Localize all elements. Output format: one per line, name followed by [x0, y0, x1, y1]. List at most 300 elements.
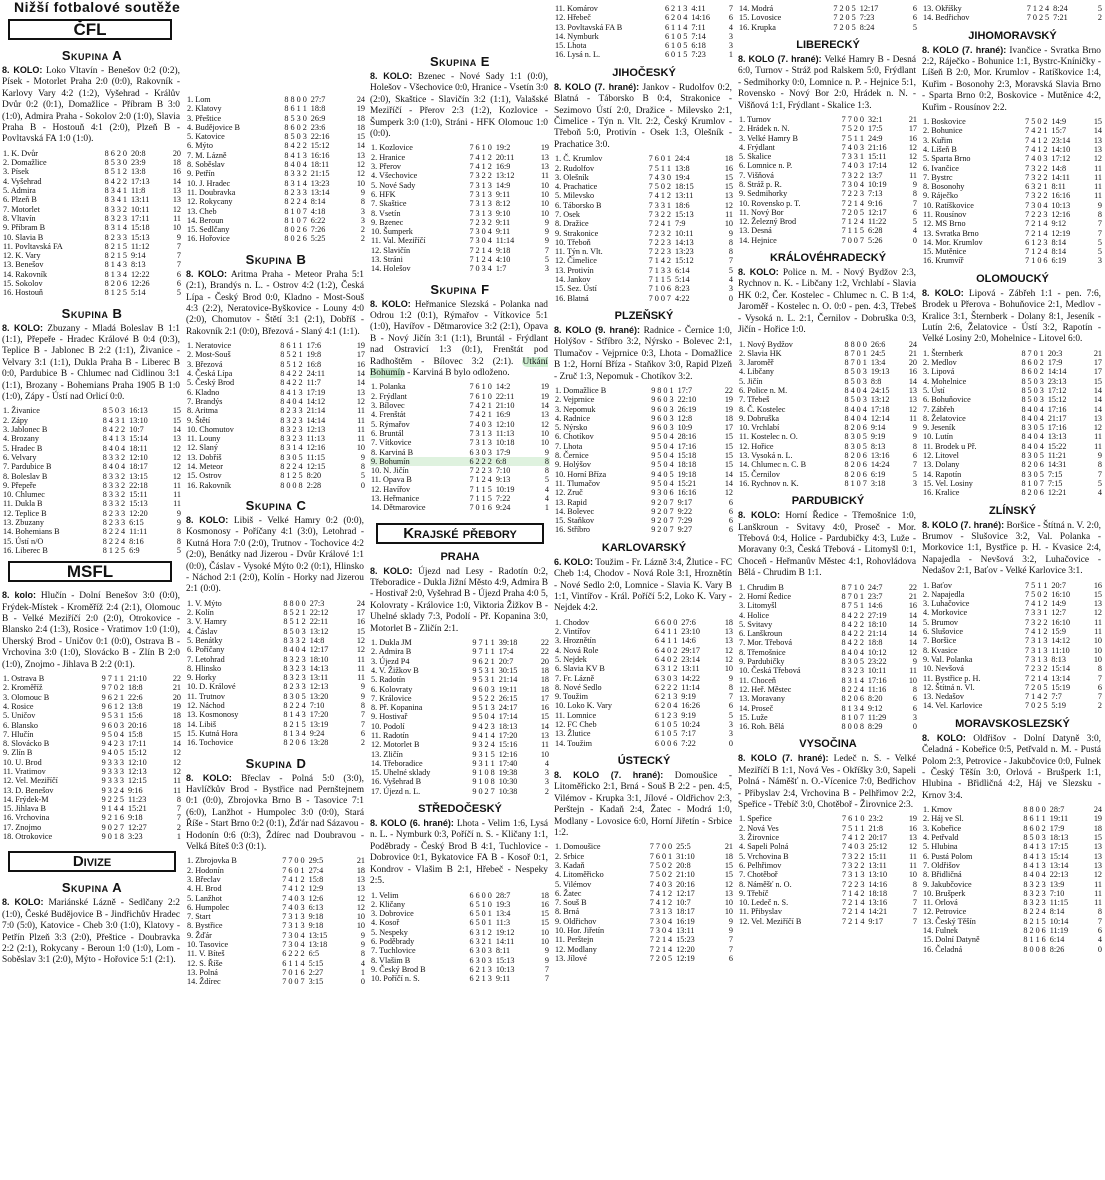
stat-cell: 4	[1031, 144, 1036, 154]
stat-cell: 4	[847, 638, 852, 648]
stat-cell: 2	[1035, 879, 1040, 889]
score-cell: 9:19	[681, 710, 696, 720]
stat-cell: 2	[848, 907, 853, 917]
stat-cell: 9	[651, 460, 656, 470]
stat-cell: 8	[102, 508, 107, 518]
score-cell: 14:9	[1051, 599, 1066, 609]
score-cell: 9:24	[495, 503, 511, 513]
table-row	[554, 154, 734, 163]
stat-cell: 5	[1045, 13, 1050, 23]
score-cell: 13:10	[868, 870, 888, 880]
score-cell: 13:9	[1049, 879, 1065, 889]
score-cell: 6:22	[310, 215, 326, 225]
table-row	[922, 414, 1103, 423]
points-cell: 5	[912, 22, 917, 32]
points-cell: 11	[357, 415, 365, 425]
team-name: 13. Rapid	[555, 497, 587, 507]
team-name: 12. FC Cheb	[555, 720, 597, 730]
team-name: 1. Boskovice	[923, 117, 966, 127]
stat-cell: 0	[661, 842, 667, 852]
points-cell: 11	[541, 171, 549, 181]
table-row	[738, 358, 918, 367]
stat-cell: 7	[842, 870, 847, 880]
score-cell: 10:12	[867, 647, 887, 657]
results-text: 8. KOLO: Zbuzany - Mladá Boleslav B 1:1 (1:1), Přepeře - Hradec Králové B 0:4 (0:3), Teplice B - Jablonec B 2:2 (1:1), Živanice - Velvary 3:1 (1:1), Dukla Praha B - Liberec B 0:0, Pardubice B - Chlumec nad Cidlinou 3:1 (1:1), Brozany - Bohemians Praha 1905 B 1:0 (1:0), Zápy - Ústí nad Orlicí 0:0.	[2, 322, 180, 403]
stat-cell: 6	[654, 627, 660, 637]
points-cell: 11	[1094, 182, 1102, 192]
score-cell: 17:14	[867, 161, 887, 171]
stat-cell: 9	[651, 441, 656, 451]
score-cell: 18:10	[867, 619, 887, 629]
team-name: 1. K. Dvůr	[3, 148, 39, 158]
points-cell: 12	[356, 169, 365, 179]
team-name: 5. Milevsko	[555, 191, 595, 201]
table-row	[554, 182, 734, 191]
score-cell: 10:14	[1049, 916, 1069, 926]
stat-cell: 4	[487, 227, 492, 237]
stat-cell: 3	[288, 921, 293, 931]
table-row	[922, 358, 1103, 367]
points-cell: 4	[360, 958, 365, 968]
score-cell: 9:10	[495, 208, 511, 218]
team-name: 11. Nový Bor	[739, 207, 784, 217]
points-cell: 8	[1097, 210, 1102, 219]
score-cell: 27:3	[309, 598, 325, 608]
stat-cell: 7	[833, 4, 838, 13]
stat-cell: 6	[1029, 814, 1034, 824]
points-cell: 11	[173, 213, 181, 223]
stat-cell: 2	[113, 822, 118, 832]
points-cell: 5	[728, 265, 733, 275]
table-row	[554, 701, 734, 710]
stat-cell: 3	[1029, 898, 1034, 908]
stat-cell: 7	[649, 926, 654, 936]
points-cell: 7	[912, 888, 917, 898]
points-cell: 9	[912, 432, 917, 442]
team-name: 3. Břeclav	[187, 874, 221, 884]
stat-cell: 4	[108, 462, 113, 472]
table-row	[922, 164, 1103, 173]
stat-cell: 8	[283, 738, 288, 748]
team-name: 5. Český Brod	[187, 378, 235, 388]
score-cell: 4:22	[675, 293, 690, 303]
score-cell: 6:9	[129, 545, 140, 555]
score-cell: 18:18	[868, 888, 888, 898]
stat-cell: 1	[1035, 842, 1040, 852]
score-cell: 10:19	[867, 180, 887, 189]
stat-cell: 3	[655, 907, 660, 917]
stat-cell: 2	[1043, 617, 1048, 627]
stat-cell: 1	[666, 219, 672, 229]
stat-cell: 4	[490, 731, 495, 740]
score-cell: 18:15	[675, 182, 694, 192]
stat-cell: 2	[1027, 460, 1032, 470]
team-name: 1. Zbrojovka B	[187, 856, 237, 866]
stat-cell: 9	[101, 674, 106, 684]
table-row	[370, 759, 550, 768]
points-cell: 8	[176, 794, 181, 804]
score-cell: 11:14	[681, 682, 700, 692]
score-cell: 12:27	[128, 822, 147, 832]
stat-cell: 7	[648, 247, 653, 257]
stat-cell: 2	[119, 701, 125, 711]
team-name: 10. Horní Bříza	[555, 469, 607, 479]
team-name: 16. Kralice	[923, 488, 960, 498]
stat-cell: 1	[854, 916, 859, 926]
points-cell: 18	[540, 890, 549, 900]
team-name: 17. Znojmo	[3, 822, 42, 832]
stat-cell: 2	[289, 738, 294, 748]
points-cell: 13	[1093, 599, 1102, 609]
points-cell: 6	[728, 13, 733, 23]
stat-cell: 2	[295, 663, 300, 673]
stat-cell: 0	[663, 451, 668, 461]
stat-cell: 3	[862, 395, 867, 405]
points-cell: 15	[540, 918, 549, 928]
score-cell: 13:14	[310, 187, 330, 197]
stat-cell: 8	[283, 654, 288, 664]
stat-cell: 6	[469, 899, 474, 909]
stat-cell: 7	[478, 638, 483, 648]
team-name: 11. Týn n. Vlt.	[555, 247, 603, 257]
stat-cell: 1	[286, 471, 291, 481]
score-cell: 9:17	[868, 916, 883, 926]
stat-cell: 1	[666, 154, 672, 164]
score-cell: 13:8	[675, 163, 690, 173]
team-name: 4. Kosoř	[371, 918, 400, 928]
score-cell: 10:13	[1051, 200, 1071, 210]
stat-cell: 9	[101, 822, 106, 832]
stat-cell: 2	[113, 785, 118, 795]
stat-cell: 4	[655, 888, 660, 898]
stat-cell: 3	[114, 415, 120, 425]
team-name: 4. Všechovice	[371, 171, 418, 181]
stat-cell: 3	[848, 870, 853, 880]
stat-cell: 8	[844, 358, 849, 368]
stat-cell: 4	[668, 916, 673, 926]
points-cell: 16	[908, 133, 917, 143]
points-cell: 21	[724, 842, 733, 852]
team-name: 6. Kladno	[187, 387, 220, 397]
table-row	[738, 592, 918, 601]
score-cell: 17:20	[498, 731, 518, 740]
team-name: 6. Lanškroun	[739, 629, 783, 639]
stat-cell: 0	[114, 406, 120, 416]
stat-cell: 1	[119, 692, 125, 702]
region-title: JIHOČESKÝ	[612, 66, 676, 79]
stat-cell: 8	[289, 598, 294, 608]
stat-cell: 2	[657, 497, 662, 507]
stat-cell: 4	[1039, 404, 1044, 414]
points-cell: 14	[356, 141, 365, 151]
stat-cell: 2	[113, 692, 118, 702]
team-name: 14. Modrá	[739, 4, 774, 13]
points-cell: 18	[724, 413, 733, 423]
stat-cell: 4	[1027, 432, 1032, 442]
results-text: 8. KOLO (7. hrané): Ledeč n. S. - Velké Meziříčí B 1:1, Nová Ves - Okříšky 3:0, Sapeli Polná - Náměšť n. O.-Vícenice 7:0, Bedřichov - Přibyslav 2:4, Vrchovina B - Pelhřimov 2:2, Speřice - Třebíč 3:0, Chotěboř - Žirovnice 2:3.	[738, 753, 916, 811]
score-cell: 17:12	[1051, 154, 1071, 164]
score-cell: 13:15	[308, 930, 328, 940]
stat-cell: 3	[298, 406, 303, 416]
stat-cell: 0	[487, 899, 492, 909]
points-cell: 11	[1094, 888, 1102, 898]
stat-cell: 1	[660, 163, 665, 173]
team-name: 5. Nespeky	[371, 927, 408, 937]
team-name: 13. Žlutice	[555, 729, 591, 739]
stat-cell: 6	[469, 937, 474, 946]
score-cell: 9:12	[867, 703, 883, 713]
table-row	[738, 432, 918, 441]
stat-cell: 8	[841, 684, 846, 694]
team-name: 13. Heřmanice	[371, 494, 420, 503]
stat-cell: 6	[487, 503, 492, 513]
stat-cell: 8	[283, 682, 288, 692]
stat-cell: 6	[664, 31, 670, 41]
points-cell: 9	[360, 691, 365, 701]
stat-cell: 4	[1027, 413, 1032, 423]
stat-cell: 2	[661, 692, 666, 702]
stat-cell: 8	[1023, 944, 1028, 954]
team-name: 8. Soběslav	[187, 160, 225, 170]
team-name: 16. Blatná	[555, 293, 589, 303]
points-cell: 14	[724, 469, 733, 479]
score-cell: 17:11	[128, 739, 147, 749]
team-name: 1. Živanice	[3, 406, 40, 416]
score-cell: 14:31	[1047, 460, 1067, 470]
score-cell: 24:5	[870, 348, 886, 358]
stat-cell: 6	[469, 456, 474, 466]
score-cell: 14:11	[495, 937, 515, 946]
table-row	[554, 405, 734, 414]
stat-cell: 6	[657, 395, 662, 405]
stat-cell: 2	[668, 860, 673, 870]
stat-cell: 2	[121, 499, 126, 509]
stat-cell: 9	[651, 488, 656, 498]
table-row	[186, 197, 366, 206]
score-cell: 17:9	[1049, 823, 1065, 833]
table-row	[2, 279, 182, 288]
stat-cell: 8	[280, 406, 285, 416]
score-cell: 10:7	[129, 425, 144, 435]
stat-cell: 3	[487, 428, 492, 438]
stat-cell: 2	[654, 219, 659, 229]
points-cell: 8	[912, 684, 917, 694]
points-cell: 12	[724, 654, 733, 664]
table-row	[922, 646, 1103, 655]
stat-cell: 7	[1025, 654, 1030, 664]
stat-cell: 6	[1041, 926, 1046, 936]
team-name: 16. Stříbro	[555, 525, 591, 535]
score-cell: 14:9	[1051, 117, 1067, 127]
team-name: 2. Vejprnice	[555, 395, 595, 405]
table-row	[554, 219, 734, 228]
stat-cell: 0	[661, 926, 667, 936]
stat-cell: 2	[666, 256, 672, 266]
score-cell: 6:19	[870, 469, 886, 479]
table-row	[2, 251, 182, 260]
stat-cell: 3	[1031, 200, 1036, 210]
stat-cell: 1	[484, 638, 489, 648]
score-cell: 8:26	[1049, 944, 1065, 954]
stat-cell: 4	[859, 198, 864, 208]
stat-cell: 2	[475, 466, 480, 476]
stat-cell: 2	[1031, 664, 1036, 674]
stat-cell: 3	[296, 187, 301, 197]
stat-cell: 9	[101, 832, 106, 842]
table-row	[2, 453, 182, 462]
team-name: 5. Vilémov	[555, 879, 592, 889]
table-row	[738, 460, 918, 469]
team-name: 7. Osek	[555, 210, 581, 219]
stat-cell: 8	[280, 341, 285, 351]
points-cell: 11	[357, 663, 365, 673]
stat-cell: 0	[1035, 944, 1040, 954]
stat-cell: 4	[1027, 404, 1032, 414]
table-row	[186, 95, 366, 104]
standings-table	[370, 891, 550, 984]
table-row	[2, 693, 182, 702]
table-row	[922, 395, 1103, 404]
table-row	[186, 866, 366, 875]
team-name: 1. Neratovice	[187, 341, 232, 351]
stat-cell: 1	[481, 382, 486, 392]
points-cell: 4	[912, 226, 917, 236]
stat-cell: 8	[841, 638, 846, 648]
team-name: 14. Proseč	[739, 703, 774, 713]
stat-cell: 3	[1027, 423, 1032, 433]
score-cell: 7:10	[309, 701, 325, 711]
team-name: 7. Motorlet	[3, 204, 40, 214]
points-cell: 13	[172, 195, 181, 205]
stat-cell: 0	[667, 645, 672, 655]
table-row	[186, 160, 366, 169]
stat-cell: 5	[683, 41, 688, 51]
stat-cell: 2	[300, 949, 305, 959]
team-name: 1. Šternberk	[923, 348, 964, 358]
team-name: 1. Polanka	[371, 382, 406, 392]
stat-cell: 0	[1037, 589, 1042, 599]
score-cell: 17:5	[867, 124, 883, 134]
table-row	[370, 448, 550, 457]
score-cell: 29:5	[308, 856, 324, 866]
table-row	[2, 149, 182, 158]
team-name: 9. Sedmihorky	[739, 189, 788, 199]
table-row	[2, 739, 182, 748]
team-name: 7. Start	[187, 912, 211, 922]
stat-cell: 7	[648, 237, 653, 247]
stat-cell: 5	[1043, 682, 1048, 692]
stat-cell: 8	[844, 460, 849, 470]
table-row	[186, 738, 366, 747]
team-name: 7. Královice	[371, 693, 412, 703]
stat-cell: 1	[296, 104, 301, 114]
stat-cell: 8	[841, 582, 846, 592]
group-title: Skupina B	[61, 305, 123, 321]
points-cell: 12	[1093, 423, 1102, 433]
score-cell: 17:14	[498, 712, 518, 722]
stat-cell: 2	[1031, 673, 1036, 683]
team-name: 12. Náchod	[187, 701, 225, 711]
standings-table	[922, 805, 1103, 954]
stat-cell: 7	[649, 851, 654, 861]
points-cell: 0	[728, 293, 733, 303]
table-row	[370, 712, 550, 721]
stat-cell: 5	[1031, 117, 1036, 127]
stat-cell: 1	[481, 162, 486, 172]
stat-cell: 5	[1031, 580, 1036, 590]
stat-cell: 6	[654, 673, 660, 683]
stat-cell: 0	[845, 4, 850, 13]
stat-cell: 2	[655, 944, 660, 954]
points-cell: 19	[540, 391, 549, 401]
stat-cell: 1	[854, 833, 859, 843]
results-text: 8. KOLO: Oldřišov - Dolní Datyně 3:0, Čeladná - Kobeřice 0:5, Petřvald n. M. - Pustá Polom 2:3, Petrovice - Jakubčovice 0:0, Fulnek - Český Těšín 3:0, Orlová - Brušperk 1:1, Hlubina - Břidličná 4:2, Háj ve Slezsku - Krnov 3:4.	[922, 732, 1101, 801]
score-cell: 14:8	[1051, 163, 1067, 173]
stat-cell: 1	[654, 265, 659, 275]
stat-cell: 0	[666, 172, 672, 182]
stat-cell: 0	[1033, 460, 1038, 470]
stat-cell: 7	[302, 215, 307, 225]
stat-cell: 5	[475, 909, 480, 919]
score-cell: 23:13	[1047, 376, 1067, 386]
score-cell: 9:11	[495, 974, 511, 984]
stat-cell: 1	[854, 907, 859, 917]
stat-cell: 8	[102, 471, 107, 481]
stat-cell: 8	[1023, 888, 1028, 898]
stat-cell: 0	[859, 124, 864, 134]
stat-cell: 0	[1037, 154, 1042, 164]
stat-cell: 4	[288, 893, 293, 903]
stat-cell: 7	[1025, 673, 1030, 683]
stat-cell: 8	[1021, 404, 1026, 414]
team-name: 16. Vrchovina	[3, 813, 50, 823]
team-name: 8. Vlašim B	[371, 955, 411, 965]
stat-cell: 7	[1025, 701, 1030, 711]
stat-cell: 7	[842, 814, 847, 824]
stat-cell: 4	[847, 142, 852, 152]
stat-cell: 3	[121, 508, 126, 518]
score-cell: 8:14	[1051, 237, 1067, 247]
stat-cell: 1	[113, 674, 118, 684]
stat-cell: 8	[841, 666, 846, 676]
score-cell: 10:38	[498, 786, 518, 796]
score-cell: 13:14	[1051, 673, 1071, 683]
points-cell: 7	[1097, 692, 1102, 702]
stat-cell: 1	[667, 692, 672, 702]
stat-cell: 4	[122, 269, 127, 279]
team-name: 14. Rapotín	[923, 469, 962, 479]
stat-cell: 1	[862, 348, 867, 358]
stat-cell: 2	[1043, 144, 1048, 154]
team-name: 6. Bohuňovice	[923, 395, 971, 405]
stat-cell: 0	[856, 386, 861, 395]
stat-cell: 2	[1035, 907, 1040, 917]
score-cell: 22:16	[310, 132, 330, 142]
stat-cell: 2	[1043, 135, 1048, 145]
stat-cell: 4	[1037, 692, 1042, 702]
points-cell: 12	[1093, 870, 1102, 880]
points-cell: 12	[172, 452, 181, 462]
stat-cell: 9	[472, 712, 477, 722]
stat-cell: 0	[292, 396, 297, 406]
stat-cell: 7	[648, 275, 653, 285]
stat-cell: 7	[841, 142, 846, 152]
stat-cell: 0	[292, 452, 297, 462]
column-5	[738, 0, 918, 1180]
table-row	[370, 703, 550, 712]
stat-cell: 8	[1041, 944, 1046, 954]
team-name: 1. Speřice	[739, 814, 772, 824]
